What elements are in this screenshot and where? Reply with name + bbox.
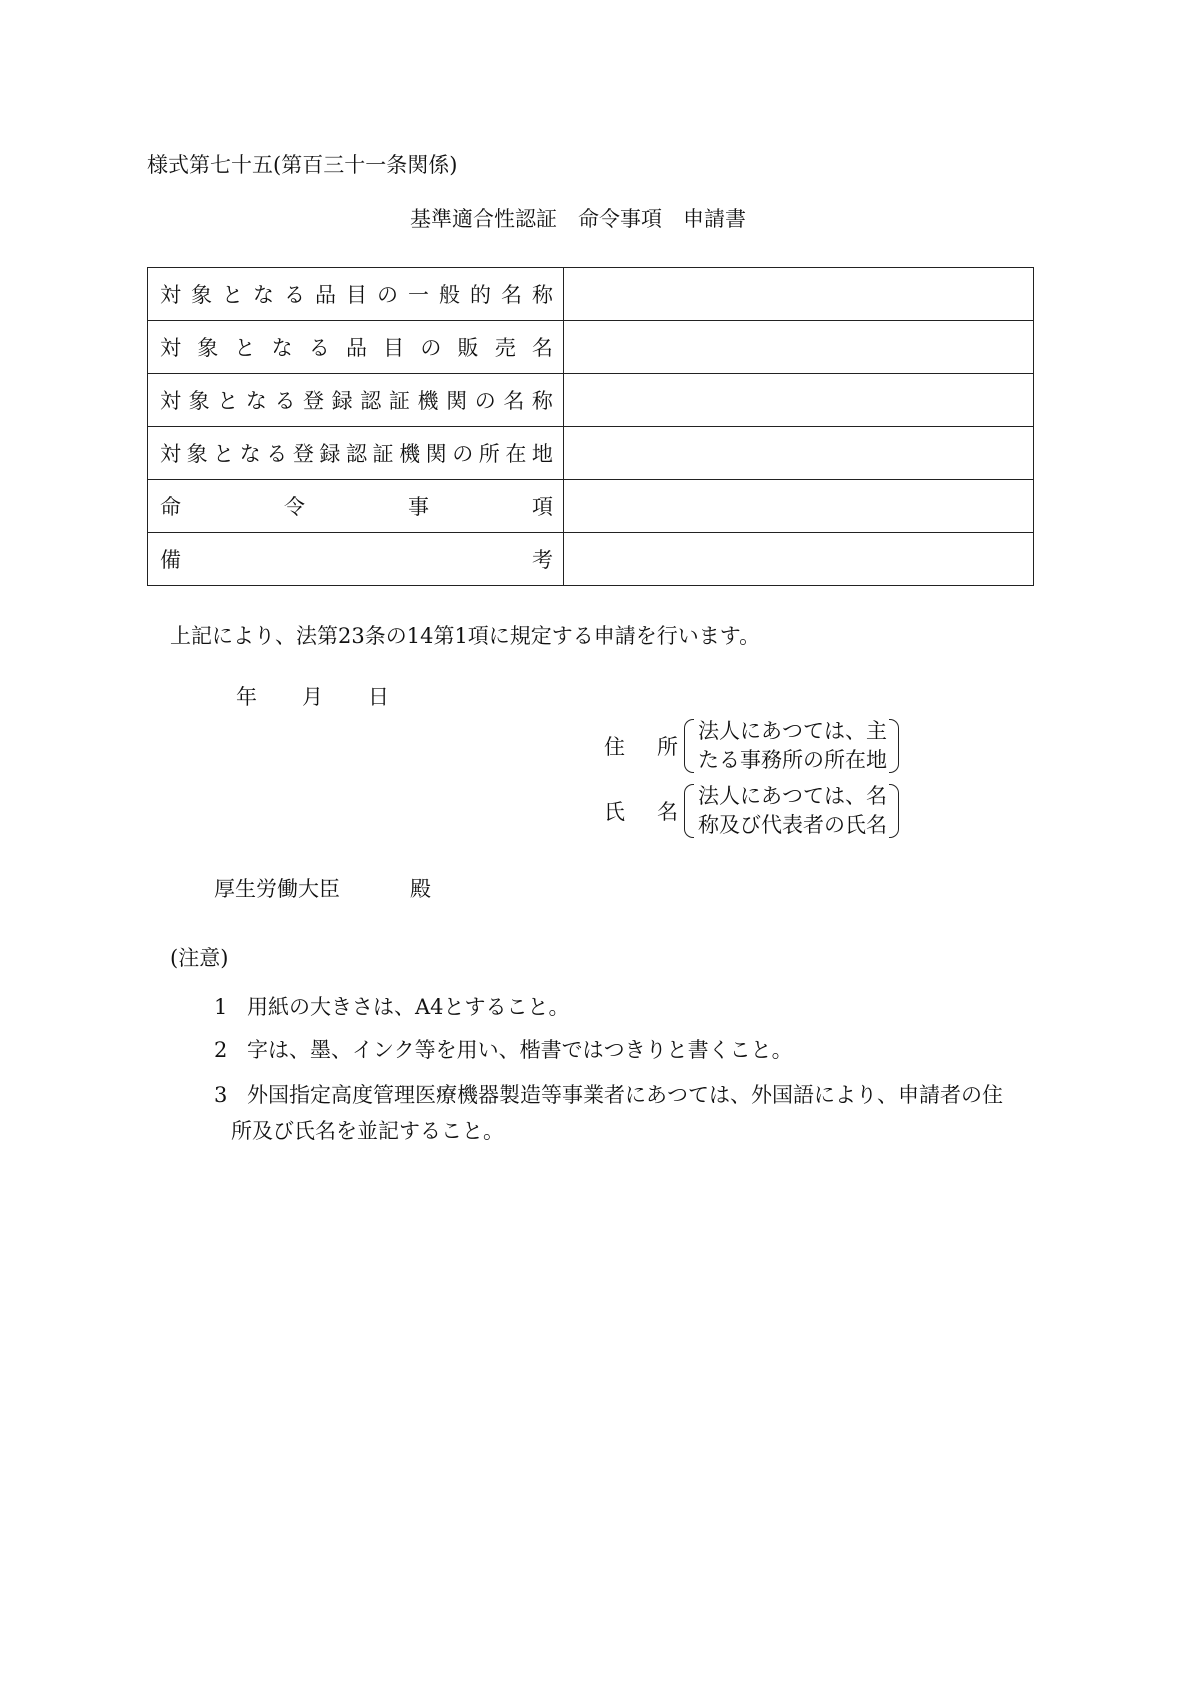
- name-note: [684, 782, 899, 840]
- row-label-cell: [148, 480, 564, 533]
- note-number-1: 1: [214, 995, 228, 1019]
- table-row: [148, 480, 1034, 533]
- table-row: [148, 533, 1034, 586]
- certification-body-name-field[interactable]: [564, 374, 1034, 427]
- address-label: 住 所: [604, 735, 678, 759]
- row-label-cell: [148, 321, 564, 374]
- generic-name-field[interactable]: [564, 268, 1034, 321]
- remarks-field[interactable]: [564, 533, 1034, 586]
- address-note-line2: たる事務所の所在地: [698, 748, 887, 772]
- order-items-label: 命 令 事 項: [160, 495, 553, 519]
- note-number-3: 3: [214, 1083, 228, 1107]
- brand-name-label: 対 象 と な る 品 目 の 販 売 名: [160, 336, 553, 360]
- addressee-honorific: 殿: [410, 877, 431, 901]
- remarks-label: 備 考: [160, 548, 553, 572]
- name-note-line2: 称及び代表者の氏名: [698, 813, 887, 837]
- date-day-label: 日: [368, 685, 389, 709]
- address-note: [684, 717, 899, 775]
- form-number: 様式第七十五(第百三十一条関係): [147, 153, 458, 177]
- row-label-cell: [148, 268, 564, 321]
- name-note-line1: 法人にあつては、名: [698, 784, 887, 808]
- application-table: [147, 267, 1034, 586]
- date-month-label: 月: [302, 685, 323, 709]
- table-row: [148, 321, 1034, 374]
- note-text-3-line1: 外国指定高度管理医療機器製造等事業者にあつては、外国語により、申請者の住: [247, 1083, 1003, 1107]
- document-title: 基準適合性認証 命令事項 申請書: [410, 207, 746, 231]
- address-note-line1: 法人にあつては、主: [698, 719, 887, 743]
- note-text-2: 字は、墨、インク等を用い、楷書ではつきりと書くこと。: [247, 1038, 793, 1062]
- addressee-name: 厚生労働大臣: [214, 877, 340, 901]
- certification-body-name-label: 対 象 と な る 登 録 認 証 機 関 の 名 称: [160, 389, 553, 413]
- application-statement: 上記により、法第23条の14第1項に規定する申請を行います。: [170, 624, 761, 648]
- table-row: [148, 427, 1034, 480]
- table-row: [148, 374, 1034, 427]
- note-text-3-line2: 所及び氏名を並記すること。: [231, 1119, 504, 1143]
- name-label: 氏 名: [604, 800, 678, 824]
- note-number-2: 2: [214, 1038, 228, 1062]
- order-items-field[interactable]: [564, 480, 1034, 533]
- generic-name-label: 対 象 と な る 品 目 の 一 般 的 名 称: [160, 283, 553, 307]
- date-year-label: 年: [236, 685, 257, 709]
- certification-body-address-field[interactable]: [564, 427, 1034, 480]
- row-label-cell: [148, 427, 564, 480]
- certification-body-address-label: 対 象 と な る 登 録 認 証 機 関 の 所 在 地: [160, 442, 553, 466]
- applicant-address-block: [604, 717, 899, 775]
- note-text-1: 用紙の大きさは、A4とすること。: [247, 995, 570, 1019]
- row-label-cell: [148, 533, 564, 586]
- brand-name-field[interactable]: [564, 321, 1034, 374]
- table-row: [148, 268, 1034, 321]
- notes-heading: (注意): [170, 946, 229, 970]
- row-label-cell: [148, 374, 564, 427]
- applicant-name-block: [604, 782, 899, 840]
